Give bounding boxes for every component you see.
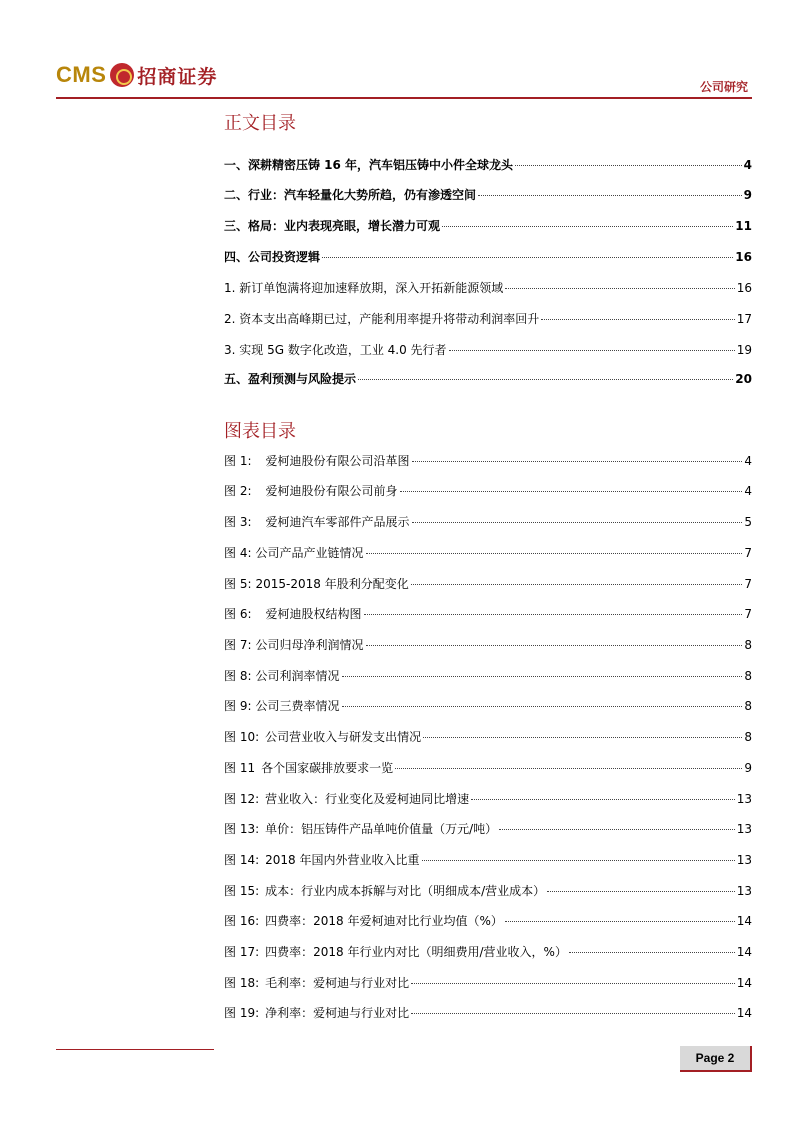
figure-page: 9 — [744, 761, 752, 775]
dot-leader — [442, 226, 733, 227]
dot-leader — [499, 829, 735, 830]
figure-caption: 公司三费率情况 — [255, 699, 340, 713]
toc-item-label: 一、深耕精密压铸 16 年，汽车铝压铸中小件全球龙头 — [224, 158, 514, 172]
dot-leader — [569, 952, 735, 953]
figure-page: 7 — [744, 546, 752, 560]
figure-item[interactable] — [224, 883, 752, 899]
toc-item-label: 二、行业：汽车轻量化大势所趋，仍有渗透空间 — [224, 188, 477, 202]
figure-page: 5 — [744, 515, 752, 529]
dot-leader — [358, 379, 733, 380]
figure-number: 图 9: — [224, 699, 252, 713]
figure-number: 图 10: — [224, 730, 260, 744]
figure-number: 图 3: — [224, 515, 252, 529]
dot-leader — [411, 983, 735, 984]
dot-leader — [342, 676, 743, 677]
toc-item-page: 9 — [743, 188, 752, 202]
dot-leader — [322, 257, 733, 258]
figure-caption: 公司归母净利润情况 — [255, 638, 364, 652]
figure-number: 图 17: — [224, 945, 260, 959]
dot-leader — [515, 165, 742, 166]
toc-item-label: 2. 资本支出高峰期已过，产能利用率提升将带动利润率回升 — [224, 312, 540, 326]
figure-caption: 四费率：2018 年行业内对比（明细费用/营业收入，%） — [265, 945, 567, 959]
toc-item[interactable] — [224, 187, 752, 203]
figure-item[interactable] — [224, 514, 752, 530]
figure-item[interactable] — [224, 729, 752, 745]
toc-item[interactable] — [224, 280, 752, 296]
figure-number: 图 1: — [224, 454, 252, 468]
figure-caption: 2018 年国内外营业收入比重 — [265, 853, 420, 867]
dot-leader — [478, 195, 742, 196]
figure-number: 图 11 — [224, 761, 256, 775]
toc-item[interactable] — [224, 157, 752, 173]
dot-leader — [411, 584, 743, 585]
figure-caption: 四费率：2018 年爱柯迪对比行业均值（%） — [265, 914, 503, 928]
dot-leader — [366, 553, 743, 554]
figure-number: 图 2: — [224, 484, 252, 498]
figure-item[interactable] — [224, 576, 752, 592]
toc-item-label: 五、盈利预测与风险提示 — [224, 372, 357, 386]
header-divider — [56, 97, 752, 99]
dot-leader — [449, 350, 735, 351]
figure-number: 图 4: — [224, 546, 252, 560]
figure-caption: 净利率：爱柯迪与行业对比 — [265, 1006, 410, 1020]
figure-page: 8 — [744, 638, 752, 652]
toc-item-label: 1. 新订单饱满将迎加速释放期，深入开拓新能源领域 — [224, 281, 504, 295]
toc-item-page: 19 — [736, 343, 752, 357]
figure-caption: 爱柯迪股份有限公司沿革图 — [265, 454, 410, 468]
cms-logo — [56, 60, 217, 90]
figure-page: 13 — [736, 884, 752, 898]
figure-page: 8 — [744, 669, 752, 683]
dot-leader — [423, 737, 742, 738]
figure-number: 图 8: — [224, 669, 252, 683]
dot-leader — [395, 768, 742, 769]
dot-leader — [400, 491, 743, 492]
figure-number: 图 14: — [224, 853, 260, 867]
dot-leader — [412, 461, 743, 462]
figure-caption: 毛利率：爱柯迪与行业对比 — [265, 976, 410, 990]
figure-caption: 2015-2018 年股利分配变化 — [255, 577, 409, 591]
dot-leader — [366, 645, 743, 646]
figure-item[interactable] — [224, 698, 752, 714]
figure-item[interactable] — [224, 975, 752, 991]
figure-caption: 爱柯迪股份有限公司前身 — [265, 484, 398, 498]
figure-number: 图 19: — [224, 1006, 260, 1020]
figure-number: 图 6: — [224, 607, 252, 621]
figure-number: 图 7: — [224, 638, 252, 652]
dot-leader — [505, 288, 734, 289]
toc-item[interactable] — [224, 218, 752, 234]
figure-page: 8 — [744, 699, 752, 713]
figure-page: 8 — [744, 730, 752, 744]
figure-caption: 爱柯迪股权结构图 — [265, 607, 362, 621]
figure-page: 14 — [736, 914, 752, 928]
toc-item-page: 4 — [743, 158, 752, 172]
figure-page: 13 — [736, 822, 752, 836]
toc-title: 正文目录 — [224, 113, 296, 134]
figure-item[interactable] — [224, 668, 752, 684]
dot-leader — [471, 799, 735, 800]
figure-caption: 公司利润率情况 — [255, 669, 340, 683]
toc-item-page: 16 — [735, 250, 752, 264]
figure-page: 14 — [736, 945, 752, 959]
figure-page: 4 — [744, 484, 752, 498]
figure-item[interactable] — [224, 637, 752, 653]
figure-item[interactable] — [224, 913, 752, 929]
toc-item-label: 四、公司投资逻辑 — [224, 250, 321, 264]
figure-number: 图 13: — [224, 822, 260, 836]
figure-page: 7 — [744, 607, 752, 621]
logo-latin-text: CMS — [56, 62, 107, 87]
dot-leader — [411, 1013, 735, 1014]
figure-page: 7 — [744, 577, 752, 591]
dot-leader — [342, 706, 743, 707]
figure-caption: 营业收入：行业变化及爱柯迪同比增速 — [265, 792, 470, 806]
dot-leader — [412, 522, 743, 523]
dot-leader — [505, 921, 735, 922]
figure-page: 14 — [736, 1006, 752, 1020]
figure-caption: 爱柯迪汽车零部件产品展示 — [265, 515, 410, 529]
toc-item-label: 三、格局：业内表现亮眼，增长潜力可观 — [224, 219, 441, 233]
figure-page: 13 — [736, 792, 752, 806]
toc-item-label: 3. 实现 5G 数字化改造，工业 4.0 先行者 — [224, 343, 447, 357]
figure-item[interactable] — [224, 852, 752, 868]
figure-item[interactable] — [224, 483, 752, 499]
toc-item-page: 11 — [735, 219, 752, 233]
figure-item[interactable] — [224, 821, 752, 837]
figure-page: 13 — [736, 853, 752, 867]
figure-item[interactable] — [224, 453, 752, 469]
figure-caption: 单价：铝压铸件产品单吨价值量（万元/吨） — [265, 822, 498, 836]
figure-item[interactable] — [224, 760, 752, 776]
toc-item[interactable] — [224, 311, 752, 327]
page-number-badge: Page 2 — [680, 1046, 752, 1072]
figure-page: 14 — [736, 976, 752, 990]
toc-item-page: 17 — [736, 312, 752, 326]
logo-chinese-text: 招商证券 — [137, 65, 218, 88]
footer-divider — [56, 1049, 214, 1050]
dot-leader — [541, 319, 734, 320]
figure-number: 图 18: — [224, 976, 260, 990]
toc-item[interactable] — [224, 342, 752, 358]
figure-page: 4 — [744, 454, 752, 468]
figure-item[interactable] — [224, 545, 752, 561]
figure-caption: 各个国家碳排放要求一览 — [261, 761, 394, 775]
dot-leader — [547, 891, 735, 892]
figure-item[interactable] — [224, 944, 752, 960]
dot-leader — [422, 860, 735, 861]
figure-number: 图 5: — [224, 577, 252, 591]
logo-seal-icon — [110, 63, 134, 87]
figures-title: 图表目录 — [224, 421, 296, 442]
toc-item[interactable] — [224, 249, 752, 265]
dot-leader — [364, 614, 743, 615]
toc-item-page: 16 — [736, 281, 752, 295]
figure-caption: 成本：行业内成本拆解与对比（明细成本/营业成本） — [265, 884, 546, 898]
toc-item[interactable] — [224, 371, 752, 387]
figure-number: 图 12: — [224, 792, 260, 806]
toc-item-page: 20 — [735, 372, 752, 386]
report-category: 公司研究 — [699, 80, 748, 94]
figure-caption: 公司营业收入与研发支出情况 — [265, 730, 422, 744]
figure-item[interactable] — [224, 1005, 752, 1021]
figure-item[interactable] — [224, 791, 752, 807]
figure-item[interactable] — [224, 606, 752, 622]
page-header — [56, 58, 752, 102]
figure-number: 图 15: — [224, 884, 260, 898]
figure-number: 图 16: — [224, 914, 260, 928]
figure-caption: 公司产品产业链情况 — [255, 546, 364, 560]
